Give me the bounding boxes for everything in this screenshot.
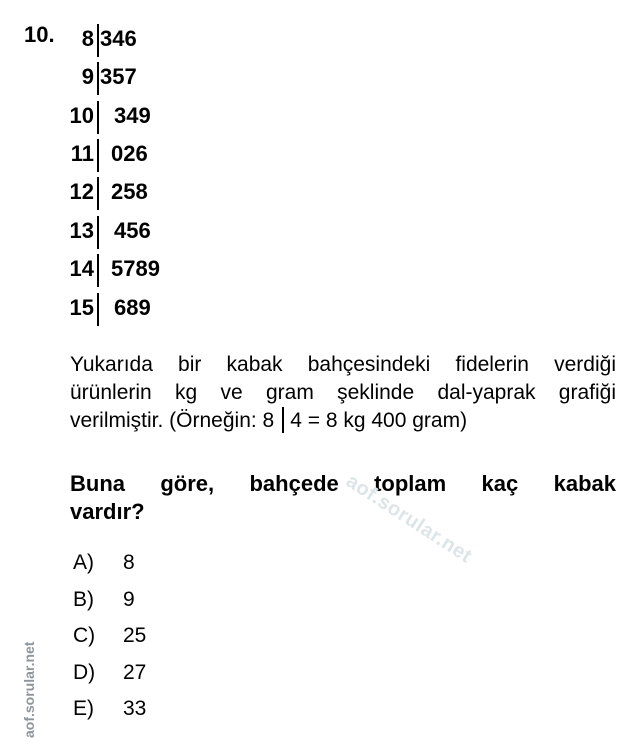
stem-divider xyxy=(97,254,99,287)
stem: 9 xyxy=(81,64,94,89)
leaves: 346 xyxy=(100,26,137,51)
example-pre: verilmiştir. (Örneğin: 8 xyxy=(70,409,275,432)
leaves: 026 xyxy=(111,141,148,166)
stem-leaf-row xyxy=(64,139,264,177)
option-letter: E) xyxy=(73,697,94,720)
stem: 14 xyxy=(69,256,94,281)
stem: 8 xyxy=(81,26,94,51)
leaves: 456 xyxy=(114,218,151,243)
stem-leaf-row xyxy=(64,62,264,100)
option-value: 25 xyxy=(123,624,147,647)
option-value: 8 xyxy=(123,551,135,574)
description-line xyxy=(70,407,616,435)
stem-leaf-row xyxy=(64,254,264,292)
stem-divider-example xyxy=(282,407,284,433)
leaves: 349 xyxy=(114,103,151,128)
leaves: 5789 xyxy=(111,256,160,281)
option-letter: B) xyxy=(73,587,94,611)
option-letter: A) xyxy=(73,551,94,574)
option-value: 33 xyxy=(123,697,147,720)
leaves: 689 xyxy=(114,295,151,320)
stem-leaf-row xyxy=(64,101,264,139)
watermark-diagonal: aof.sorular.net xyxy=(342,470,476,568)
option-value: 9 xyxy=(123,587,135,611)
stem-leaf-row xyxy=(64,177,264,215)
leaves: 357 xyxy=(100,64,137,89)
stem-divider xyxy=(97,293,99,326)
stem: 11 xyxy=(70,141,94,166)
description-line: ürünlerin kg ve gram şeklinde dal-yaprak grafiği xyxy=(70,381,616,404)
stem-divider xyxy=(97,101,99,134)
description-line: Yukarıda bir kabak bahçesindeki fidelerin verdiği xyxy=(70,353,616,376)
stem-divider xyxy=(97,62,99,95)
stem-divider xyxy=(97,177,99,210)
option-letter: C) xyxy=(73,624,96,647)
stem: 13 xyxy=(69,218,94,243)
prompt-line: Buna göre, bahçede toplam kaç kabak xyxy=(70,471,616,496)
stem: 10 xyxy=(69,103,94,128)
question-description xyxy=(70,351,616,435)
stem: 12 xyxy=(69,179,94,204)
question-number: 10. xyxy=(24,22,55,47)
stem-divider xyxy=(97,24,99,57)
stem-leaf-row xyxy=(64,24,264,62)
question-prompt xyxy=(70,470,616,526)
option-value: 27 xyxy=(123,660,147,684)
stem-divider xyxy=(97,216,99,249)
watermark-side: aof.sorular.net xyxy=(21,641,37,738)
stem: 15 xyxy=(69,295,94,320)
stem-divider xyxy=(97,139,99,172)
example-post: 4 = 8 kg 400 gram) xyxy=(290,409,468,432)
leaves: 258 xyxy=(111,179,148,204)
stem-leaf-row xyxy=(64,216,264,254)
option-letter: D) xyxy=(73,660,96,684)
stem-leaf-row xyxy=(64,293,264,331)
prompt-line: vardır? xyxy=(70,499,145,524)
